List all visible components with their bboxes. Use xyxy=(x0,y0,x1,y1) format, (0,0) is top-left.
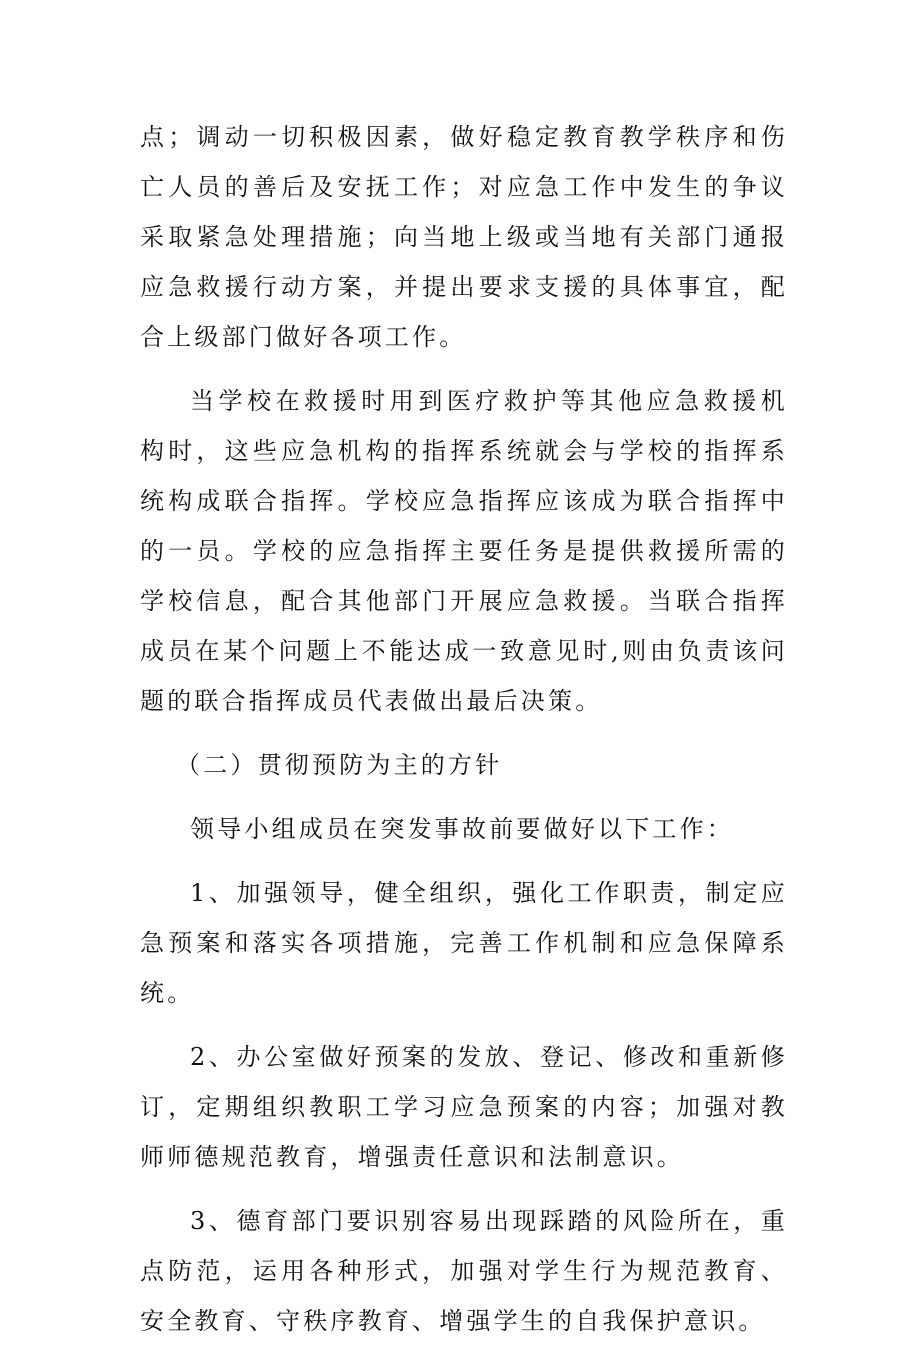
paragraph-continuation: 点；调动一切积极因素，做好稳定教育教学秩序和伤亡人员的善后及安抚工作；对应急工作中发生的争议采取紧急处理措施；向当地上级或当地有关部门通报应急救援行动方案，并提出要求支援的具体事宜，配合上级部门做好各项工作。 xyxy=(140,123,788,351)
list-item-2: 2、办公室做好预案的发放、登记、修改和重新修订，定期组织教职工学习应急预案的内容；加强对教师师德规范教育，增强责任意识和法制意识。 xyxy=(140,1043,788,1171)
paragraph-joint-command: 当学校在救援时用到医疗救护等其他应急救援机构时，这些应急机构的指挥系统就会与学校的指挥系统构成联合指挥。学校应急指挥应该成为联合指挥中的一员。学校的应急指挥主要任务是提供救援所需的学校信息，配合其他部门开展应急救援。当联合指挥成员在某个问题上不能达成一致意见时,则由负责该问题的联合指挥成员代表做出最后决策。 xyxy=(140,387,788,715)
section-heading: （二）贯彻预防为主的方针 xyxy=(176,751,503,779)
paragraph-preparation-intro: 领导小组成员在突发事故前要做好以下工作： xyxy=(190,815,734,843)
document-body xyxy=(140,112,788,1346)
list-item-1: 1、加强领导，健全组织，强化工作职责，制定应急预案和落实各项措施，完善工作机制和应急保障系统。 xyxy=(140,879,788,1007)
list-item-3: 3、德育部门要识别容易出现踩踏的风险所在，重点防范，运用各种形式，加强对学生行为规范教育、安全教育、守秩序教育、增强学生的自我保护意识。 xyxy=(140,1207,788,1335)
